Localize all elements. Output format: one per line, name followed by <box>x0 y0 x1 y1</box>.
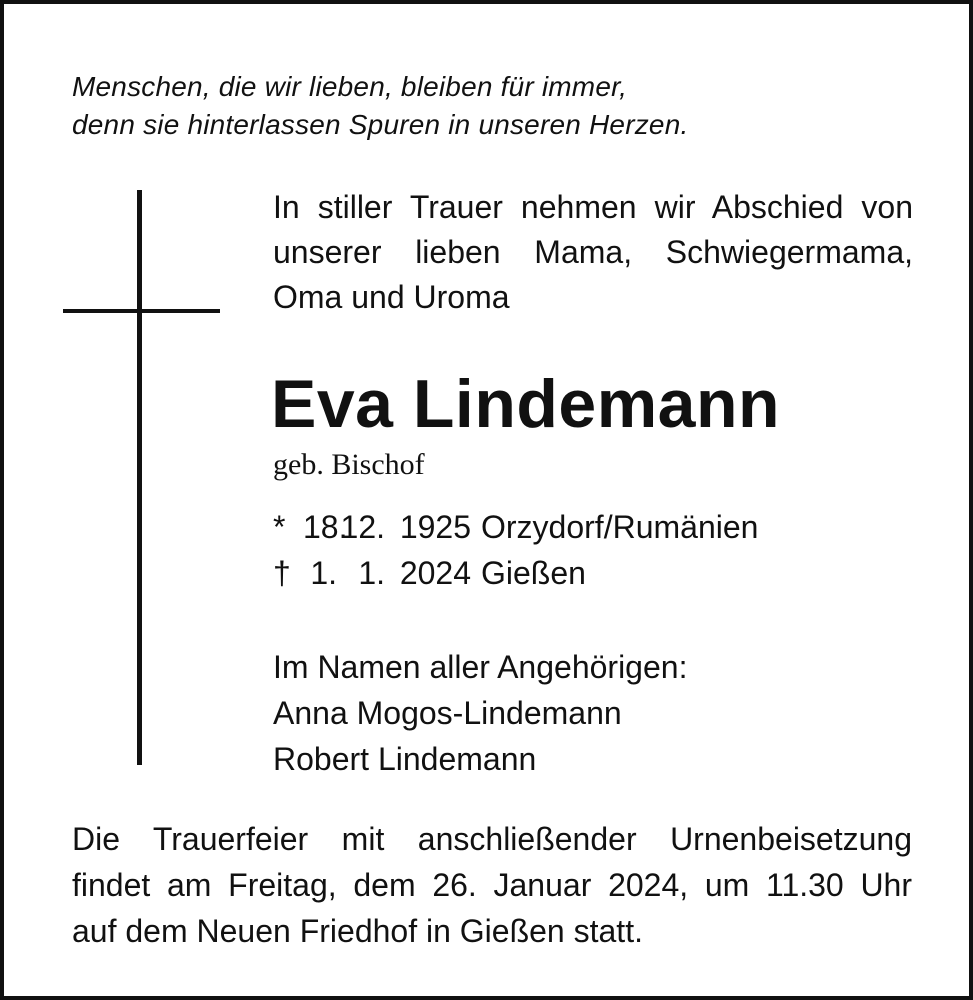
cross-icon-vertical-bar <box>137 190 142 765</box>
death-day: 1. <box>310 555 337 591</box>
death-year: 2024 <box>399 555 471 591</box>
birth-row <box>273 504 758 550</box>
birth-place: Orzydorf/Rumänien <box>481 509 759 545</box>
birth-year: 1925 <box>399 509 471 545</box>
service-line-2: findet am Freitag, dem 26. Januar 2024, um 11.30 Uhr <box>72 867 912 903</box>
death-place: Gießen <box>481 555 586 591</box>
birth-day: 18. <box>303 509 348 545</box>
life-dates <box>273 504 758 596</box>
death-dagger-icon: † <box>273 555 291 591</box>
relative-name: Anna Mogos-Lindemann <box>273 695 622 731</box>
service-line-1: Die Trauerfeier mit anschließender Urnenbeisetzung <box>72 821 912 857</box>
intro-line-2: unserer lieben Mama, Schwiegermama, <box>273 234 913 270</box>
intro-text <box>273 185 913 320</box>
deceased-name: Eva Lindemann <box>271 366 781 442</box>
birth-asterisk-icon: * <box>273 509 286 545</box>
intro-line-1: In stiller Trauer nehmen wir Abschied von <box>273 189 913 225</box>
motto-line-2: denn sie hinterlassen Spuren in unseren Herzen. <box>72 109 689 140</box>
cross-icon-horizontal-bar <box>63 309 220 313</box>
relatives-heading: Im Namen aller Angehörigen: <box>273 649 688 685</box>
birth-month: 12. <box>340 509 385 545</box>
intro-line-3: Oma und Uroma <box>273 279 510 315</box>
relative-name: Robert Lindemann <box>273 741 537 777</box>
motto-quote <box>72 68 688 144</box>
death-month: 1. <box>358 555 385 591</box>
motto-line-1: Menschen, die wir lieben, bleiben für immer, <box>72 71 628 102</box>
funeral-service-info <box>72 816 912 954</box>
death-row <box>273 550 758 596</box>
relatives-block <box>273 644 687 782</box>
service-line-3: auf dem Neuen Friedhof in Gießen statt. <box>72 913 643 949</box>
maiden-name: geb. Bischof <box>273 448 425 481</box>
